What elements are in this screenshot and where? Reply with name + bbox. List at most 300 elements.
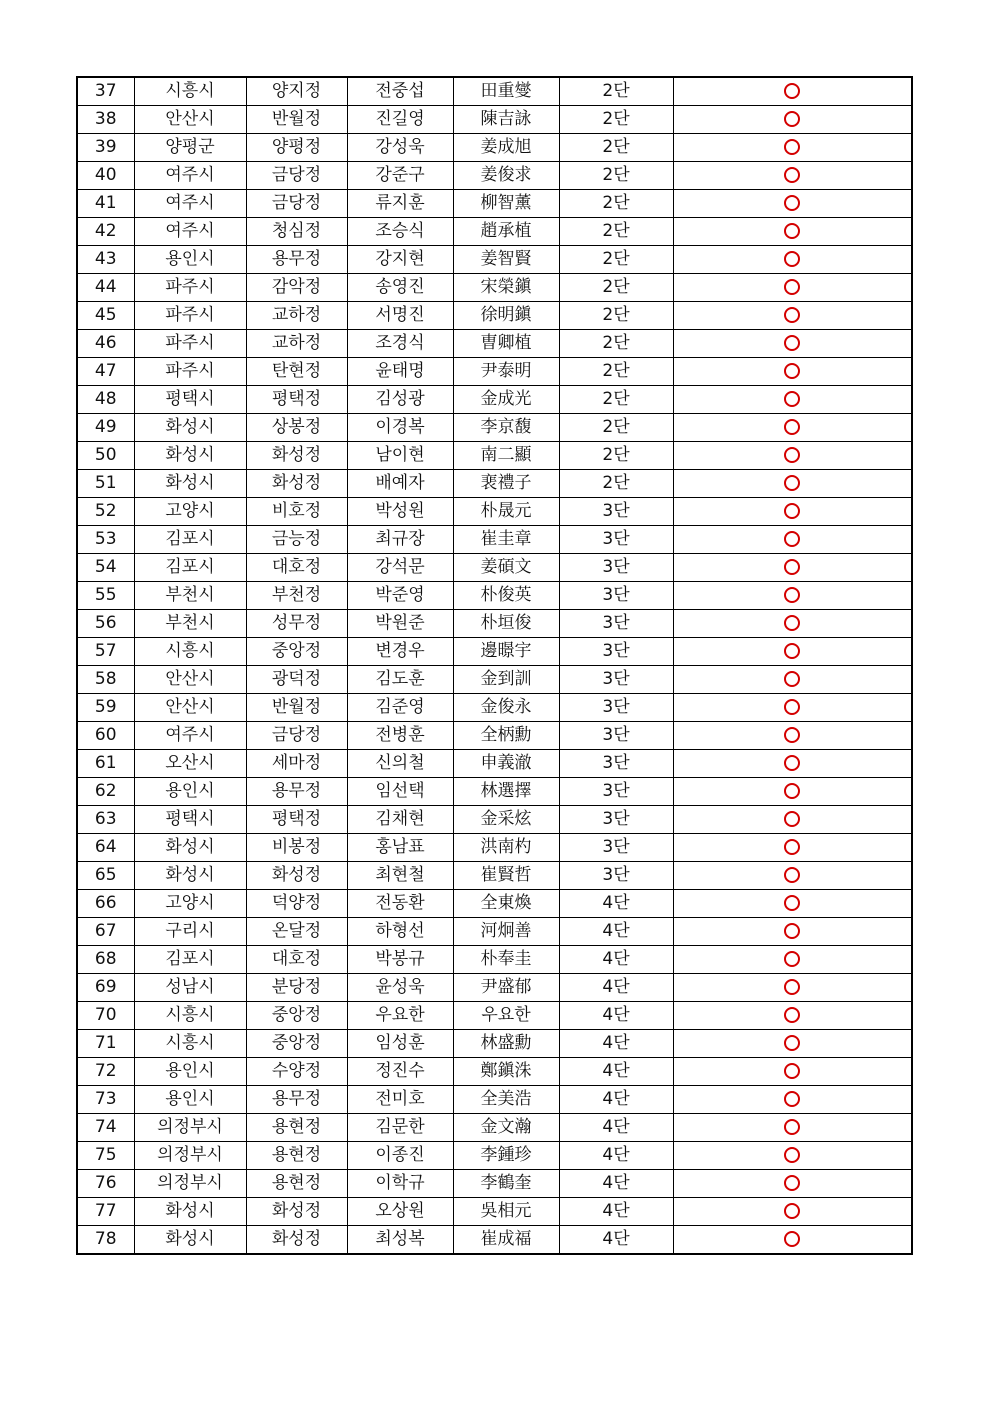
row-number: 48 [77, 386, 134, 414]
pass-mark-cell [673, 1030, 912, 1058]
pass-mark-cell [673, 890, 912, 918]
hanja-name-cell: 金俊永 [453, 694, 559, 722]
row-number: 41 [77, 190, 134, 218]
hanja-name-cell: 洪南杓 [453, 834, 559, 862]
pass-mark-cell [673, 218, 912, 246]
rank-cell: 4단 [559, 1114, 673, 1142]
city-cell: 구리시 [134, 918, 246, 946]
name-cell: 김준영 [347, 694, 453, 722]
hall-cell: 화성정 [246, 442, 347, 470]
rank-cell: 4단 [559, 890, 673, 918]
hall-cell: 중앙정 [246, 1030, 347, 1058]
row-number: 46 [77, 330, 134, 358]
red-circle-mark-icon [784, 139, 800, 155]
pass-mark-cell [673, 246, 912, 274]
name-cell: 최규장 [347, 526, 453, 554]
rank-cell: 3단 [559, 666, 673, 694]
city-cell: 용인시 [134, 778, 246, 806]
name-cell: 강석문 [347, 554, 453, 582]
hanja-name-cell: 田重燮 [453, 77, 559, 106]
city-cell: 파주시 [134, 274, 246, 302]
red-circle-mark-icon [784, 419, 800, 435]
hanja-name-cell: 姜成旭 [453, 134, 559, 162]
city-cell: 화성시 [134, 470, 246, 498]
row-number: 40 [77, 162, 134, 190]
table-row [77, 134, 912, 162]
hall-cell: 비호정 [246, 498, 347, 526]
name-cell: 강성욱 [347, 134, 453, 162]
red-circle-mark-icon [784, 895, 800, 911]
rank-cell: 4단 [559, 1142, 673, 1170]
hall-cell: 대호정 [246, 554, 347, 582]
table-row [77, 1058, 912, 1086]
red-circle-mark-icon [784, 671, 800, 687]
hanja-name-cell: 金采炫 [453, 806, 559, 834]
table-row [77, 946, 912, 974]
city-cell: 화성시 [134, 1198, 246, 1226]
hanja-name-cell: 姜智賢 [453, 246, 559, 274]
rank-cell: 2단 [559, 470, 673, 498]
hanja-name-cell: 朴奉圭 [453, 946, 559, 974]
red-circle-mark-icon [784, 727, 800, 743]
red-circle-mark-icon [784, 1231, 800, 1247]
hanja-name-cell: 金文瀚 [453, 1114, 559, 1142]
table-row [77, 610, 912, 638]
row-number: 64 [77, 834, 134, 862]
hall-cell: 수양정 [246, 1058, 347, 1086]
table-row [77, 834, 912, 862]
rank-cell: 4단 [559, 1030, 673, 1058]
row-number: 54 [77, 554, 134, 582]
rank-cell: 3단 [559, 498, 673, 526]
city-cell: 안산시 [134, 694, 246, 722]
hanja-name-cell: 全柄勳 [453, 722, 559, 750]
rank-cell: 3단 [559, 862, 673, 890]
row-number: 63 [77, 806, 134, 834]
red-circle-mark-icon [784, 447, 800, 463]
pass-mark-cell [673, 1114, 912, 1142]
row-number: 38 [77, 106, 134, 134]
name-cell: 조승식 [347, 218, 453, 246]
table-row [77, 750, 912, 778]
hall-cell: 분당정 [246, 974, 347, 1002]
red-circle-mark-icon [784, 391, 800, 407]
pass-mark-cell [673, 302, 912, 330]
hall-cell: 청심정 [246, 218, 347, 246]
row-number: 57 [77, 638, 134, 666]
hanja-name-cell: 曺卿植 [453, 330, 559, 358]
hanja-name-cell: 吳相元 [453, 1198, 559, 1226]
hanja-name-cell: 陳吉詠 [453, 106, 559, 134]
name-cell: 하형선 [347, 918, 453, 946]
city-cell: 화성시 [134, 834, 246, 862]
red-circle-mark-icon [784, 195, 800, 211]
red-circle-mark-icon [784, 755, 800, 771]
table-row [77, 1030, 912, 1058]
table-row [77, 806, 912, 834]
row-number: 68 [77, 946, 134, 974]
city-cell: 여주시 [134, 190, 246, 218]
rank-cell: 2단 [559, 77, 673, 106]
rank-cell: 4단 [559, 1170, 673, 1198]
rank-cell: 2단 [559, 190, 673, 218]
city-cell: 용인시 [134, 1086, 246, 1114]
name-cell: 전병훈 [347, 722, 453, 750]
hall-cell: 용무정 [246, 778, 347, 806]
hall-cell: 용현정 [246, 1114, 347, 1142]
city-cell: 오산시 [134, 750, 246, 778]
pass-mark-cell [673, 442, 912, 470]
row-number: 55 [77, 582, 134, 610]
name-cell: 임성훈 [347, 1030, 453, 1058]
pass-mark-cell [673, 1002, 912, 1030]
city-cell: 부천시 [134, 582, 246, 610]
table-row [77, 694, 912, 722]
hall-cell: 양지정 [246, 77, 347, 106]
pass-mark-cell [673, 1198, 912, 1226]
pass-mark-cell [673, 694, 912, 722]
city-cell: 파주시 [134, 330, 246, 358]
row-number: 53 [77, 526, 134, 554]
red-circle-mark-icon [784, 1203, 800, 1219]
hanja-name-cell: 朴垣俊 [453, 610, 559, 638]
hanja-name-cell: 全東煥 [453, 890, 559, 918]
pass-mark-cell [673, 134, 912, 162]
rank-cell: 2단 [559, 162, 673, 190]
red-circle-mark-icon [784, 783, 800, 799]
rank-cell: 4단 [559, 1086, 673, 1114]
red-circle-mark-icon [784, 951, 800, 967]
pass-mark-cell [673, 834, 912, 862]
table-row [77, 386, 912, 414]
name-cell: 오상원 [347, 1198, 453, 1226]
table-row [77, 1170, 912, 1198]
rank-cell: 4단 [559, 1198, 673, 1226]
row-number: 58 [77, 666, 134, 694]
pass-mark-cell [673, 414, 912, 442]
hanja-name-cell: 申義澈 [453, 750, 559, 778]
hanja-name-cell: 全美浩 [453, 1086, 559, 1114]
rank-cell: 3단 [559, 778, 673, 806]
table-row [77, 1002, 912, 1030]
red-circle-mark-icon [784, 363, 800, 379]
name-cell: 박성원 [347, 498, 453, 526]
city-cell: 안산시 [134, 106, 246, 134]
hall-cell: 금당정 [246, 162, 347, 190]
city-cell: 평택시 [134, 386, 246, 414]
red-circle-mark-icon [784, 503, 800, 519]
hall-cell: 교하정 [246, 302, 347, 330]
hanja-name-cell: 邊暻宇 [453, 638, 559, 666]
pass-mark-cell [673, 722, 912, 750]
name-cell: 김도훈 [347, 666, 453, 694]
hall-cell: 탄현정 [246, 358, 347, 386]
pass-mark-cell [673, 778, 912, 806]
table-row [77, 526, 912, 554]
table-row [77, 1114, 912, 1142]
red-circle-mark-icon [784, 1147, 800, 1163]
pass-mark-cell [673, 1226, 912, 1255]
name-cell: 박봉규 [347, 946, 453, 974]
table-row [77, 470, 912, 498]
city-cell: 고양시 [134, 890, 246, 918]
row-number: 76 [77, 1170, 134, 1198]
row-number: 37 [77, 77, 134, 106]
rank-cell: 2단 [559, 106, 673, 134]
city-cell: 용인시 [134, 246, 246, 274]
hanja-name-cell: 林盛勳 [453, 1030, 559, 1058]
hanja-name-cell: 우요한 [453, 1002, 559, 1030]
hanja-name-cell: 崔賢哲 [453, 862, 559, 890]
city-cell: 화성시 [134, 1226, 246, 1255]
hall-cell: 반월정 [246, 106, 347, 134]
hall-cell: 평택정 [246, 806, 347, 834]
row-number: 70 [77, 1002, 134, 1030]
hall-cell: 중앙정 [246, 1002, 347, 1030]
hall-cell: 화성정 [246, 1198, 347, 1226]
red-circle-mark-icon [784, 1063, 800, 1079]
pass-mark-cell [673, 526, 912, 554]
city-cell: 의정부시 [134, 1170, 246, 1198]
pass-mark-cell [673, 582, 912, 610]
rank-cell: 3단 [559, 554, 673, 582]
row-number: 42 [77, 218, 134, 246]
hall-cell: 금능정 [246, 526, 347, 554]
pass-mark-cell [673, 918, 912, 946]
pass-mark-cell [673, 554, 912, 582]
row-number: 66 [77, 890, 134, 918]
table-row [77, 106, 912, 134]
rank-cell: 2단 [559, 218, 673, 246]
hall-cell: 상봉정 [246, 414, 347, 442]
name-cell: 윤태명 [347, 358, 453, 386]
hanja-name-cell: 柳智薰 [453, 190, 559, 218]
red-circle-mark-icon [784, 587, 800, 603]
table-row [77, 162, 912, 190]
row-number: 71 [77, 1030, 134, 1058]
row-number: 45 [77, 302, 134, 330]
rank-cell: 3단 [559, 610, 673, 638]
name-cell: 최성복 [347, 1226, 453, 1255]
city-cell: 고양시 [134, 498, 246, 526]
name-cell: 박원준 [347, 610, 453, 638]
city-cell: 파주시 [134, 302, 246, 330]
hall-cell: 용현정 [246, 1142, 347, 1170]
hanja-name-cell: 朴晟元 [453, 498, 559, 526]
name-cell: 서명진 [347, 302, 453, 330]
table-row [77, 638, 912, 666]
rank-cell: 2단 [559, 302, 673, 330]
pass-mark-cell [673, 162, 912, 190]
hall-cell: 비봉정 [246, 834, 347, 862]
table-row [77, 498, 912, 526]
red-circle-mark-icon [784, 1175, 800, 1191]
name-cell: 정진수 [347, 1058, 453, 1086]
red-circle-mark-icon [784, 83, 800, 99]
red-circle-mark-icon [784, 279, 800, 295]
name-cell: 변경우 [347, 638, 453, 666]
name-cell: 송영진 [347, 274, 453, 302]
city-cell: 여주시 [134, 218, 246, 246]
row-number: 60 [77, 722, 134, 750]
name-cell: 김채현 [347, 806, 453, 834]
hanja-name-cell: 南二顯 [453, 442, 559, 470]
pass-mark-cell [673, 358, 912, 386]
name-cell: 박준영 [347, 582, 453, 610]
hall-cell: 금당정 [246, 722, 347, 750]
hall-cell: 화성정 [246, 862, 347, 890]
rank-cell: 3단 [559, 750, 673, 778]
city-cell: 시흥시 [134, 77, 246, 106]
table-row [77, 77, 912, 106]
hanja-name-cell: 尹盛郁 [453, 974, 559, 1002]
pass-mark-cell [673, 498, 912, 526]
red-circle-mark-icon [784, 531, 800, 547]
pass-mark-cell [673, 1170, 912, 1198]
rank-cell: 3단 [559, 638, 673, 666]
red-circle-mark-icon [784, 335, 800, 351]
name-cell: 조경식 [347, 330, 453, 358]
city-cell: 김포시 [134, 554, 246, 582]
name-cell: 최현철 [347, 862, 453, 890]
row-number: 61 [77, 750, 134, 778]
city-cell: 김포시 [134, 946, 246, 974]
table-row [77, 918, 912, 946]
hall-cell: 감악정 [246, 274, 347, 302]
hall-cell: 양평정 [246, 134, 347, 162]
city-cell: 의정부시 [134, 1142, 246, 1170]
rank-cell: 2단 [559, 358, 673, 386]
row-number: 39 [77, 134, 134, 162]
pass-mark-cell [673, 1086, 912, 1114]
table-row [77, 1226, 912, 1255]
table-body [77, 77, 912, 1254]
hall-cell: 광덕정 [246, 666, 347, 694]
city-cell: 부천시 [134, 610, 246, 638]
hanja-name-cell: 姜碩文 [453, 554, 559, 582]
rank-cell: 4단 [559, 974, 673, 1002]
red-circle-mark-icon [784, 475, 800, 491]
table-row [77, 246, 912, 274]
rank-cell: 2단 [559, 134, 673, 162]
rank-cell: 3단 [559, 806, 673, 834]
row-number: 75 [77, 1142, 134, 1170]
hanja-name-cell: 趙承植 [453, 218, 559, 246]
hall-cell: 용무정 [246, 246, 347, 274]
pass-mark-cell [673, 386, 912, 414]
name-cell: 임선택 [347, 778, 453, 806]
red-circle-mark-icon [784, 307, 800, 323]
name-cell: 남이현 [347, 442, 453, 470]
pass-mark-cell [673, 750, 912, 778]
results-table-container [76, 76, 911, 1255]
hall-cell: 세마정 [246, 750, 347, 778]
row-number: 74 [77, 1114, 134, 1142]
name-cell: 윤성욱 [347, 974, 453, 1002]
red-circle-mark-icon [784, 615, 800, 631]
pass-mark-cell [673, 106, 912, 134]
table-row [77, 274, 912, 302]
pass-mark-cell [673, 330, 912, 358]
city-cell: 화성시 [134, 862, 246, 890]
hall-cell: 성무정 [246, 610, 347, 638]
rank-cell: 4단 [559, 918, 673, 946]
city-cell: 용인시 [134, 1058, 246, 1086]
red-circle-mark-icon [784, 251, 800, 267]
rank-cell: 3단 [559, 694, 673, 722]
results-table [76, 76, 913, 1255]
city-cell: 화성시 [134, 414, 246, 442]
hanja-name-cell: 徐明鎭 [453, 302, 559, 330]
name-cell: 진길영 [347, 106, 453, 134]
pass-mark-cell [673, 1142, 912, 1170]
name-cell: 전중섭 [347, 77, 453, 106]
red-circle-mark-icon [784, 223, 800, 239]
rank-cell: 2단 [559, 442, 673, 470]
row-number: 73 [77, 1086, 134, 1114]
red-circle-mark-icon [784, 699, 800, 715]
rank-cell: 4단 [559, 946, 673, 974]
pass-mark-cell [673, 666, 912, 694]
row-number: 44 [77, 274, 134, 302]
table-row [77, 554, 912, 582]
name-cell: 김성광 [347, 386, 453, 414]
red-circle-mark-icon [784, 1007, 800, 1023]
hall-cell: 금당정 [246, 190, 347, 218]
rank-cell: 2단 [559, 246, 673, 274]
city-cell: 파주시 [134, 358, 246, 386]
name-cell: 신의철 [347, 750, 453, 778]
hanja-name-cell: 河炯善 [453, 918, 559, 946]
name-cell: 이학규 [347, 1170, 453, 1198]
pass-mark-cell [673, 946, 912, 974]
row-number: 72 [77, 1058, 134, 1086]
hall-cell: 화성정 [246, 470, 347, 498]
hanja-name-cell: 林選擇 [453, 778, 559, 806]
city-cell: 김포시 [134, 526, 246, 554]
hanja-name-cell: 姜俊求 [453, 162, 559, 190]
table-row [77, 1198, 912, 1226]
hanja-name-cell: 朴俊英 [453, 582, 559, 610]
red-circle-mark-icon [784, 559, 800, 575]
row-number: 69 [77, 974, 134, 1002]
pass-mark-cell [673, 274, 912, 302]
pass-mark-cell [673, 610, 912, 638]
city-cell: 시흥시 [134, 1030, 246, 1058]
pass-mark-cell [673, 470, 912, 498]
hanja-name-cell: 李京馥 [453, 414, 559, 442]
red-circle-mark-icon [784, 111, 800, 127]
row-number: 65 [77, 862, 134, 890]
city-cell: 양평군 [134, 134, 246, 162]
pass-mark-cell [673, 638, 912, 666]
city-cell: 시흥시 [134, 1002, 246, 1030]
red-circle-mark-icon [784, 167, 800, 183]
rank-cell: 4단 [559, 1002, 673, 1030]
hall-cell: 용무정 [246, 1086, 347, 1114]
name-cell: 우요한 [347, 1002, 453, 1030]
hanja-name-cell: 金成光 [453, 386, 559, 414]
hanja-name-cell: 崔圭章 [453, 526, 559, 554]
table-row [77, 862, 912, 890]
rank-cell: 4단 [559, 1058, 673, 1086]
city-cell: 시흥시 [134, 638, 246, 666]
hall-cell: 반월정 [246, 694, 347, 722]
red-circle-mark-icon [784, 923, 800, 939]
hall-cell: 덕양정 [246, 890, 347, 918]
row-number: 59 [77, 694, 134, 722]
row-number: 43 [77, 246, 134, 274]
